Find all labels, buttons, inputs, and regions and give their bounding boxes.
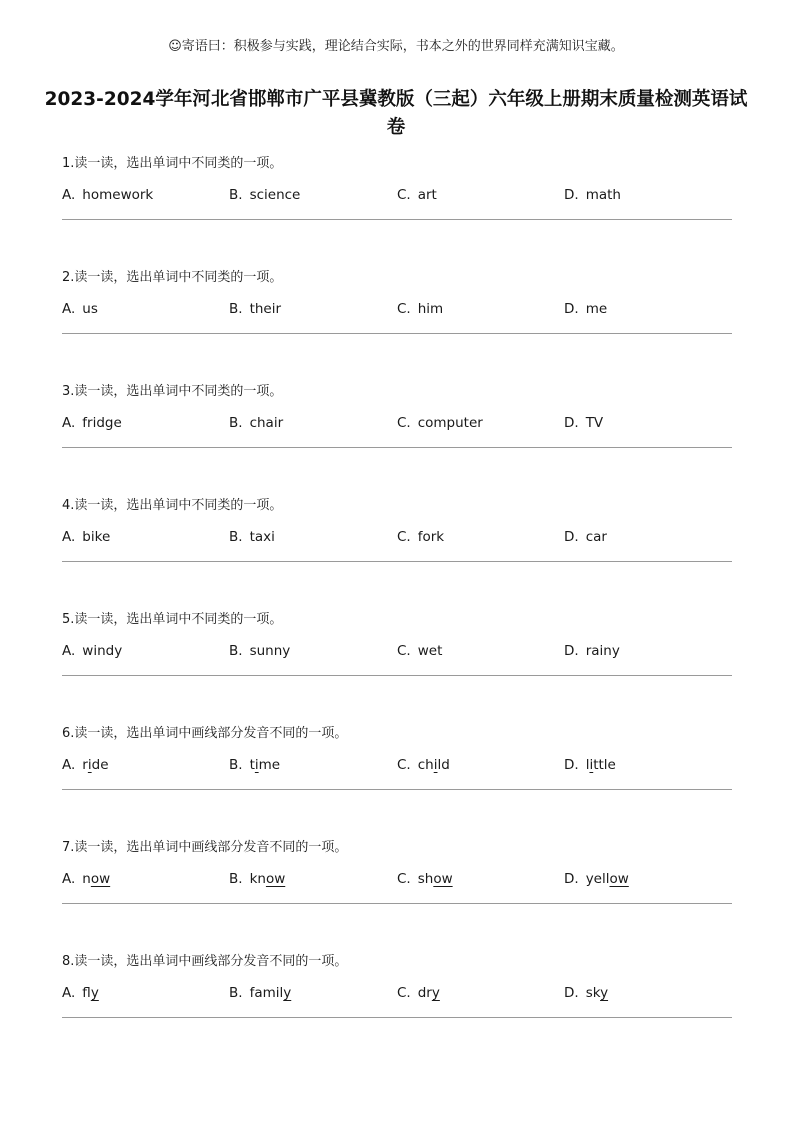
word-part: sh [417, 871, 434, 887]
option-word [250, 301, 281, 317]
option-a[interactable] [62, 527, 110, 547]
option-b[interactable] [229, 185, 300, 205]
option-word [586, 529, 607, 545]
option-letter: D. [564, 985, 579, 1001]
option-letter: B. [229, 985, 243, 1001]
word-part: yell [585, 871, 610, 887]
option-word [586, 415, 603, 431]
option-letter: D. [564, 415, 579, 431]
option-word [418, 757, 450, 773]
option-letter: B. [229, 643, 243, 659]
motto-line: ☺寄语曰：积极参与实践，理论结合实际，书本之外的世界同样充满知识宝藏。 [168, 39, 624, 54]
word-part: famil [249, 985, 284, 1001]
word-part: fl [82, 985, 91, 1001]
option-word [82, 757, 108, 773]
option-letter: D. [564, 187, 579, 203]
option-a[interactable] [62, 869, 110, 889]
option-word [250, 757, 281, 773]
option-d[interactable] [564, 755, 616, 775]
answer-options [62, 755, 732, 775]
option-word [82, 529, 110, 545]
option-d[interactable] [564, 869, 629, 889]
underlined-part: i [87, 757, 92, 773]
option-word [418, 301, 443, 317]
question-stem: 3.读一读，选出单词中不同类的一项。 [62, 384, 283, 399]
option-letter: B. [229, 871, 243, 887]
underlined-part: i [589, 757, 594, 773]
word-part: windy [82, 643, 123, 659]
underlined-part: ow [265, 871, 286, 887]
option-c[interactable] [397, 185, 437, 205]
option-word [418, 643, 443, 659]
word-part: us [82, 301, 98, 317]
option-letter: C. [397, 415, 411, 431]
option-b[interactable] [229, 527, 275, 547]
option-word [418, 871, 453, 887]
word-part: art [417, 187, 437, 203]
word-part: rainy [585, 643, 620, 659]
option-d[interactable] [564, 983, 608, 1003]
option-b[interactable] [229, 755, 280, 775]
word-part: car [585, 529, 607, 545]
option-word [586, 187, 621, 203]
word-part: wet [417, 643, 443, 659]
divider-line [62, 561, 732, 562]
word-part: de [91, 757, 109, 773]
option-word [418, 985, 440, 1001]
option-c[interactable] [397, 527, 444, 547]
word-part: fridge [82, 415, 122, 431]
option-a[interactable] [62, 299, 98, 319]
option-letter: A. [62, 187, 76, 203]
option-letter: C. [397, 757, 411, 773]
answer-options [62, 527, 732, 547]
word-part: me [585, 301, 608, 317]
divider-line [62, 219, 732, 220]
option-letter: A. [62, 871, 76, 887]
option-d[interactable] [564, 413, 603, 433]
underlined-part: i [254, 757, 259, 773]
question-stem: 1.读一读，选出单词中不同类的一项。 [62, 156, 283, 171]
option-letter: B. [229, 529, 243, 545]
word-part: n [82, 871, 91, 887]
option-letter: A. [62, 301, 76, 317]
word-part: taxi [249, 529, 275, 545]
word-part: sunny [249, 643, 291, 659]
question-stem: 4.读一读，选出单词中不同类的一项。 [62, 498, 283, 513]
option-letter: D. [564, 529, 579, 545]
answer-options [62, 299, 732, 319]
option-word [250, 643, 291, 659]
option-b[interactable] [229, 299, 281, 319]
underlined-part: y [90, 985, 99, 1001]
option-word [82, 985, 99, 1001]
option-word [586, 301, 607, 317]
option-d[interactable] [564, 641, 620, 661]
option-word [82, 187, 153, 203]
option-c[interactable] [397, 641, 442, 661]
question-stem: 8.读一读，选出单词中画线部分发音不同的一项。 [62, 954, 348, 969]
word-part: chair [249, 415, 284, 431]
option-word [82, 643, 122, 659]
option-letter: B. [229, 415, 243, 431]
underlined-part: ow [609, 871, 629, 887]
word-part: computer [417, 415, 483, 431]
question-stem: 6.读一读，选出单词中画线部分发音不同的一项。 [62, 726, 348, 741]
option-d[interactable] [564, 299, 607, 319]
option-letter: C. [397, 529, 411, 545]
option-letter: A. [62, 985, 76, 1001]
option-c[interactable] [397, 983, 440, 1003]
option-letter: B. [229, 757, 243, 773]
option-letter: C. [397, 301, 411, 317]
option-letter: A. [62, 757, 76, 773]
option-a[interactable] [62, 413, 122, 433]
option-letter: D. [564, 643, 579, 659]
option-letter: B. [229, 187, 243, 203]
divider-line [62, 789, 732, 790]
word-part: math [585, 187, 621, 203]
option-a[interactable] [62, 641, 122, 661]
option-letter: A. [62, 643, 76, 659]
option-b[interactable] [229, 869, 285, 889]
word-part: sk [585, 985, 601, 1001]
option-b[interactable] [229, 983, 291, 1003]
option-word [82, 301, 98, 317]
option-c[interactable] [397, 413, 483, 433]
divider-line [62, 447, 732, 448]
option-letter: C. [397, 985, 411, 1001]
option-word [82, 871, 110, 887]
underlined-part: y [600, 985, 609, 1001]
question-stem: 2.读一读，选出单词中不同类的一项。 [62, 270, 283, 285]
page-title: 2023-2024学年河北省邯郸市广平县冀教版（三起）六年级上册期末质量检测英语试卷 [44, 89, 748, 138]
option-word [250, 187, 301, 203]
option-a[interactable] [62, 983, 99, 1003]
option-word [418, 415, 483, 431]
question-stem: 7.读一读，选出单词中画线部分发音不同的一项。 [62, 840, 348, 855]
question-stem: 5.读一读，选出单词中不同类的一项。 [62, 612, 283, 627]
word-part: ttle [593, 757, 616, 773]
divider-line [62, 675, 732, 676]
option-c[interactable] [397, 755, 450, 775]
underlined-part: ow [433, 871, 453, 887]
option-word [250, 871, 286, 887]
option-b[interactable] [229, 641, 290, 661]
word-part: dr [417, 985, 432, 1001]
option-word [586, 985, 608, 1001]
option-letter: C. [397, 187, 411, 203]
word-part: TV [585, 415, 604, 431]
word-part: ld [437, 757, 450, 773]
underlined-part: y [283, 985, 292, 1001]
answer-options [62, 413, 732, 433]
option-d[interactable] [564, 185, 621, 205]
word-part: bike [82, 529, 111, 545]
word-part: t [249, 757, 255, 773]
option-word [250, 415, 284, 431]
option-word [82, 415, 122, 431]
answer-options [62, 983, 732, 1003]
option-word [250, 985, 292, 1001]
word-part: kn [249, 871, 266, 887]
option-letter: B. [229, 301, 243, 317]
underlined-part: y [431, 985, 440, 1001]
word-part: fork [417, 529, 445, 545]
option-letter: C. [397, 643, 411, 659]
option-letter: A. [62, 415, 76, 431]
option-letter: D. [564, 757, 579, 773]
answer-options [62, 869, 732, 889]
divider-line [62, 333, 732, 334]
option-c[interactable] [397, 869, 453, 889]
option-c[interactable] [397, 299, 443, 319]
underlined-part: i [433, 757, 438, 773]
answer-options [62, 185, 732, 205]
word-part: l [585, 757, 590, 773]
word-part: him [417, 301, 444, 317]
option-b[interactable] [229, 413, 283, 433]
option-letter: D. [564, 871, 579, 887]
option-word [586, 757, 616, 773]
option-a[interactable] [62, 755, 109, 775]
option-word [418, 529, 444, 545]
word-part: ch [417, 757, 434, 773]
word-part: homework [82, 187, 154, 203]
answer-options [62, 641, 732, 661]
option-word [250, 529, 275, 545]
divider-line [62, 903, 732, 904]
option-letter: A. [62, 529, 76, 545]
word-part: me [258, 757, 281, 773]
option-word [586, 871, 629, 887]
word-part: science [249, 187, 301, 203]
underlined-part: ow [90, 871, 111, 887]
option-letter: D. [564, 301, 579, 317]
option-d[interactable] [564, 527, 607, 547]
word-part: r [82, 757, 88, 773]
option-letter: C. [397, 871, 411, 887]
option-word [418, 187, 437, 203]
option-word [586, 643, 620, 659]
divider-line [62, 1017, 732, 1018]
option-a[interactable] [62, 185, 153, 205]
word-part: their [249, 301, 282, 317]
